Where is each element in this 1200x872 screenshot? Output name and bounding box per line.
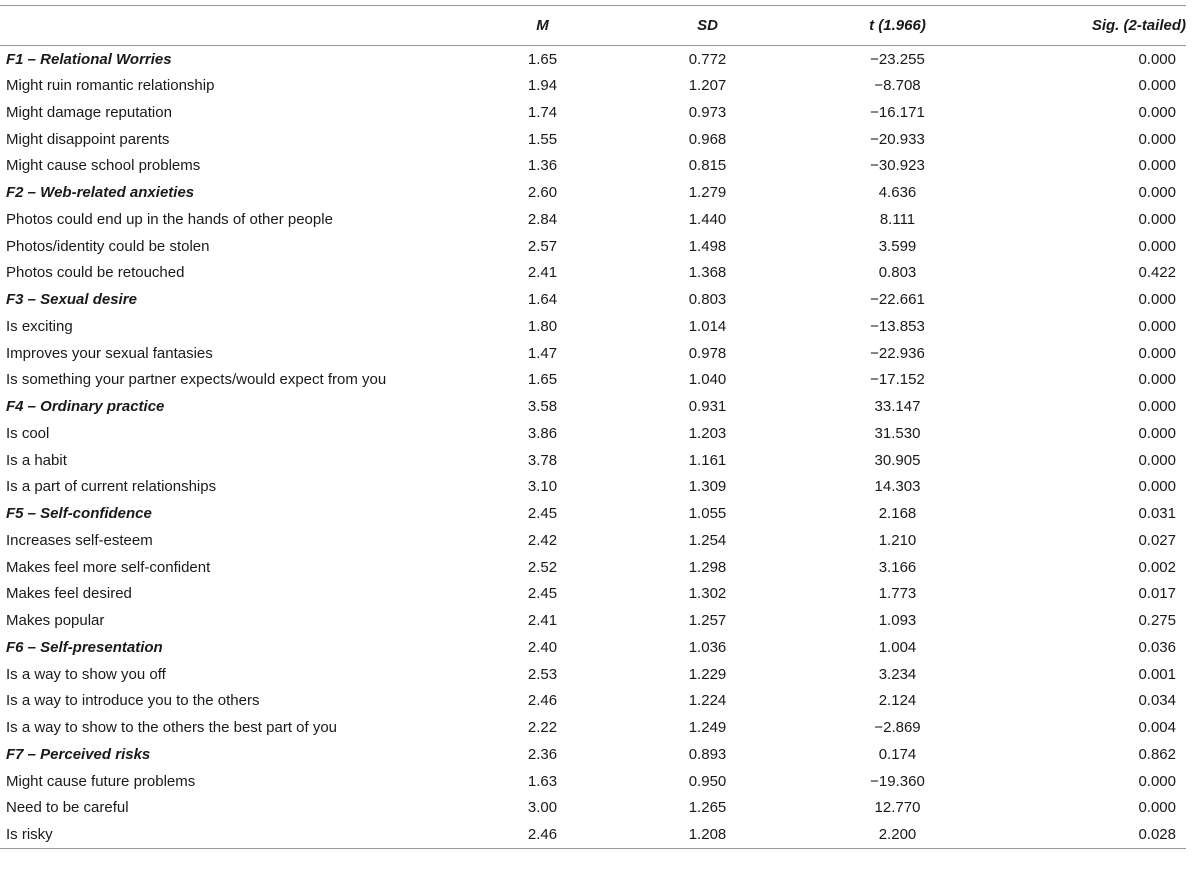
factor-row — [0, 46, 1186, 73]
header-item-label — [0, 6, 470, 46]
row-mean: 1.94 — [527, 77, 558, 95]
row-significance: 0.000 — [1138, 50, 1176, 68]
row-sd: 1.257 — [688, 612, 727, 630]
row-significance: 0.036 — [1138, 638, 1176, 656]
row-t-value: 8.111 — [879, 210, 916, 228]
row-sd: 1.302 — [688, 585, 727, 603]
row-significance: 0.862 — [1138, 745, 1176, 763]
row-significance: 0.000 — [1138, 371, 1176, 389]
row-t-value: −17.152 — [870, 371, 925, 389]
table-row — [0, 768, 1186, 795]
row-t-value: 1.093 — [878, 612, 917, 630]
row-label: Is something your partner expects/would expect from you — [6, 371, 387, 389]
row-sd: 1.055 — [688, 505, 727, 523]
row-t-value: 1.210 — [878, 531, 917, 549]
table-body — [0, 46, 1186, 849]
row-label: Is a way to show you off — [6, 665, 166, 683]
row-significance: 0.027 — [1138, 531, 1176, 549]
row-mean: 2.45 — [527, 585, 558, 603]
row-label: Might ruin romantic relationship — [6, 77, 215, 95]
row-sd: 0.968 — [688, 130, 727, 148]
row-sd: 1.368 — [688, 264, 727, 282]
row-t-value: 3.599 — [878, 237, 917, 255]
row-significance: 0.000 — [1138, 424, 1176, 442]
table-row — [0, 554, 1186, 581]
table-row — [0, 688, 1186, 715]
row-significance: 0.000 — [1138, 237, 1176, 255]
row-t-value: −22.936 — [870, 344, 925, 362]
table-row — [0, 153, 1186, 180]
row-significance: 0.017 — [1138, 585, 1176, 603]
row-significance: 0.034 — [1138, 692, 1176, 710]
table-row — [0, 821, 1186, 848]
row-mean: 3.00 — [527, 799, 558, 817]
row-label: Is risky — [6, 825, 53, 843]
row-sd: 1.224 — [688, 692, 727, 710]
row-mean: 1.63 — [527, 772, 558, 790]
row-t-value: 4.636 — [878, 184, 917, 202]
row-mean: 2.42 — [527, 531, 558, 549]
row-significance: 0.275 — [1138, 612, 1176, 630]
row-sd: 1.161 — [688, 451, 727, 469]
row-label: Makes feel more self-confident — [6, 558, 211, 576]
row-mean: 2.22 — [527, 719, 558, 737]
row-label: F2 – Web-related anxieties — [6, 184, 195, 202]
row-sd: 0.772 — [688, 50, 727, 68]
row-label: F1 – Relational Worries — [6, 50, 172, 68]
row-t-value: 0.174 — [878, 745, 917, 763]
row-sd: 1.229 — [688, 665, 727, 683]
row-label: Is a way to show to the others the best part of you — [6, 719, 338, 737]
row-sd: 0.978 — [688, 344, 727, 362]
table-row — [0, 206, 1186, 233]
row-t-value: −20.933 — [870, 130, 925, 148]
row-significance: 0.000 — [1138, 210, 1176, 228]
row-significance: 0.002 — [1138, 558, 1176, 576]
row-sd: 0.815 — [688, 157, 727, 175]
row-significance: 0.000 — [1138, 398, 1176, 416]
factor-row — [0, 500, 1186, 527]
row-label: Is cool — [6, 424, 50, 442]
table-row — [0, 99, 1186, 126]
table-header — [0, 6, 1186, 46]
row-sd: 1.014 — [688, 317, 727, 335]
table-row — [0, 714, 1186, 741]
row-sd: 1.203 — [688, 424, 727, 442]
table-row — [0, 260, 1186, 287]
table-row — [0, 313, 1186, 340]
row-label: Might cause future problems — [6, 772, 196, 790]
row-label: F3 – Sexual desire — [6, 291, 137, 309]
row-label: Is a way to introduce you to the others — [6, 692, 260, 710]
table-row — [0, 447, 1186, 474]
row-t-value: 2.168 — [878, 505, 917, 523]
row-label: Need to be careful — [6, 799, 129, 817]
row-significance: 0.000 — [1138, 317, 1176, 335]
row-sd: 0.893 — [688, 745, 727, 763]
table-row — [0, 661, 1186, 688]
row-mean: 2.53 — [527, 665, 558, 683]
table-row — [0, 420, 1186, 447]
row-t-value: 3.234 — [878, 665, 917, 683]
factor-row — [0, 286, 1186, 313]
row-sd: 1.265 — [688, 799, 727, 817]
header-t: t (1.966) — [869, 17, 926, 34]
factor-row — [0, 179, 1186, 206]
row-sd: 1.207 — [688, 77, 727, 95]
row-label: Is a habit — [6, 451, 67, 469]
row-t-value: 30.905 — [874, 451, 921, 469]
row-t-value: −22.661 — [870, 291, 925, 309]
row-t-value: −8.708 — [874, 77, 921, 95]
row-t-value: 2.200 — [878, 825, 917, 843]
table-row — [0, 367, 1186, 394]
row-sd: 0.803 — [688, 291, 727, 309]
row-mean: 1.36 — [527, 157, 558, 175]
row-mean: 1.65 — [527, 371, 558, 389]
row-significance: 0.000 — [1138, 103, 1176, 121]
row-mean: 2.60 — [527, 184, 558, 202]
row-mean: 2.46 — [527, 825, 558, 843]
header-sig: Sig. (2-tailed) — [1091, 17, 1186, 34]
row-t-value: 12.770 — [874, 799, 921, 817]
row-mean: 3.10 — [527, 478, 558, 496]
row-t-value: 33.147 — [874, 398, 921, 416]
row-label: Might damage reputation — [6, 103, 172, 121]
row-significance: 0.000 — [1138, 799, 1176, 817]
row-sd: 0.950 — [688, 772, 727, 790]
row-mean: 3.58 — [527, 398, 558, 416]
row-mean: 2.36 — [527, 745, 558, 763]
row-mean: 2.40 — [527, 638, 558, 656]
row-significance: 0.000 — [1138, 772, 1176, 790]
table-row — [0, 607, 1186, 634]
row-t-value: −23.255 — [870, 50, 925, 68]
row-sd: 0.931 — [688, 398, 727, 416]
factor-row — [0, 393, 1186, 420]
row-t-value: −30.923 — [870, 157, 925, 175]
row-mean: 2.41 — [527, 264, 558, 282]
row-label: Is a part of current relationships — [6, 478, 217, 496]
row-mean: 1.55 — [527, 130, 558, 148]
row-label: F5 – Self-confidence — [6, 505, 152, 523]
row-significance: 0.000 — [1138, 157, 1176, 175]
row-t-value: −16.171 — [870, 103, 925, 121]
table-row — [0, 72, 1186, 99]
row-mean: 3.86 — [527, 424, 558, 442]
row-mean: 2.46 — [527, 692, 558, 710]
row-mean: 2.45 — [527, 505, 558, 523]
row-mean: 1.74 — [527, 103, 558, 121]
row-significance: 0.000 — [1138, 130, 1176, 148]
table-row — [0, 581, 1186, 608]
row-significance: 0.000 — [1138, 291, 1176, 309]
row-t-value: 0.803 — [878, 264, 917, 282]
row-sd: 0.973 — [688, 103, 727, 121]
row-label: Might cause school problems — [6, 157, 201, 175]
header-mean: M — [536, 17, 549, 34]
table-row — [0, 795, 1186, 822]
row-significance: 0.000 — [1138, 478, 1176, 496]
row-significance: 0.004 — [1138, 719, 1176, 737]
row-t-value: 1.773 — [878, 585, 917, 603]
row-mean: 3.78 — [527, 451, 558, 469]
row-label: Photos could be retouched — [6, 264, 185, 282]
row-significance: 0.000 — [1138, 184, 1176, 202]
table-row — [0, 474, 1186, 501]
row-t-value: −13.853 — [870, 317, 925, 335]
row-mean: 1.47 — [527, 344, 558, 362]
header-sd: SD — [697, 17, 718, 34]
row-t-value: 31.530 — [874, 424, 921, 442]
factor-row — [0, 741, 1186, 768]
factor-row — [0, 634, 1186, 661]
row-t-value: 2.124 — [878, 692, 917, 710]
row-label: F7 – Perceived risks — [6, 745, 151, 763]
row-significance: 0.028 — [1138, 825, 1176, 843]
statistics-table — [0, 5, 1186, 849]
header-row — [0, 6, 1186, 46]
row-mean: 2.52 — [527, 558, 558, 576]
row-label: Photos could end up in the hands of other people — [6, 210, 333, 228]
row-sd: 1.498 — [688, 237, 727, 255]
row-sd: 1.036 — [688, 638, 727, 656]
row-label: Improves your sexual fantasies — [6, 344, 213, 362]
row-label: Makes popular — [6, 612, 105, 630]
row-sd: 1.208 — [688, 825, 727, 843]
row-significance: 0.000 — [1138, 344, 1176, 362]
row-mean: 1.64 — [527, 291, 558, 309]
row-sd: 1.298 — [688, 558, 727, 576]
row-label: Might disappoint parents — [6, 130, 170, 148]
row-sd: 1.254 — [688, 531, 727, 549]
row-t-value: −2.869 — [874, 719, 921, 737]
row-mean: 2.84 — [527, 210, 558, 228]
row-label: Photos/identity could be stolen — [6, 237, 210, 255]
row-label: Increases self-esteem — [6, 531, 153, 549]
row-sd: 1.040 — [688, 371, 727, 389]
table-row — [0, 233, 1186, 260]
row-label: F6 – Self-presentation — [6, 638, 163, 656]
row-label: F4 – Ordinary practice — [6, 398, 165, 416]
row-significance: 0.000 — [1138, 451, 1176, 469]
row-significance: 0.001 — [1138, 665, 1176, 683]
table-row — [0, 527, 1186, 554]
row-t-value: 3.166 — [878, 558, 917, 576]
row-sd: 1.279 — [688, 184, 727, 202]
row-sd: 1.440 — [688, 210, 727, 228]
row-mean: 1.65 — [527, 50, 558, 68]
row-mean: 1.80 — [527, 317, 558, 335]
row-sd: 1.249 — [688, 719, 727, 737]
row-significance: 0.031 — [1138, 505, 1176, 523]
row-label: Makes feel desired — [6, 585, 132, 603]
row-mean: 2.57 — [527, 237, 558, 255]
row-sd: 1.309 — [688, 478, 727, 496]
row-significance: 0.000 — [1138, 77, 1176, 95]
row-label: Is exciting — [6, 317, 73, 335]
row-mean: 2.41 — [527, 612, 558, 630]
table-row — [0, 126, 1186, 153]
row-t-value: 14.303 — [874, 478, 921, 496]
row-significance: 0.422 — [1138, 264, 1176, 282]
row-t-value: 1.004 — [878, 638, 917, 656]
table-row — [0, 340, 1186, 367]
row-t-value: −19.360 — [870, 772, 925, 790]
